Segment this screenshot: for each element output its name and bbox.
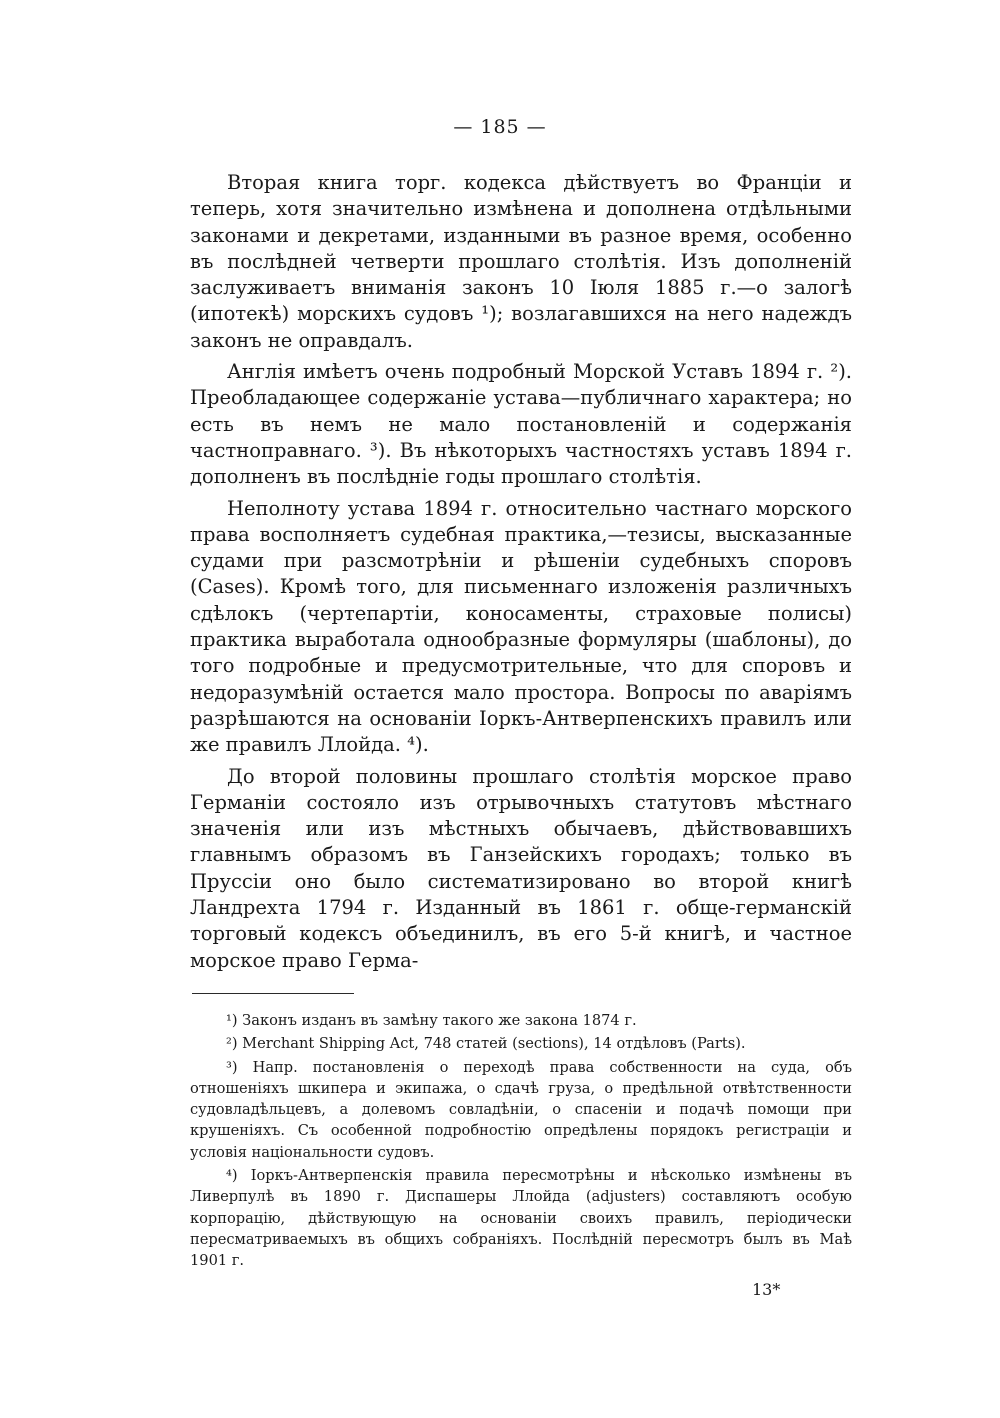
paragraph-case-law: Неполноту устава 1894 г. относительно частнаго морского права восполняетъ судебная практика,—тезисы, высказанные судами при разсмотрѣніи и рѣшеніи судебныхъ споровъ (Cases). Кромѣ того, для письменнаго изложенія различныхъ сдѣлокъ (чертепартіи, коносаменты, страховые полисы) практика выработала однообразные формуляры (шаблоны), до того подробные и предусмотрительные, что для споровъ и недоразумѣній остается мало простора. Вопросы по аваріямъ разрѣшаются на основаніи Іоркъ-Антверпенскихъ правилъ или же правилъ Ллойда. ⁴).: [190, 496, 852, 757]
footnote-divider: [192, 993, 354, 994]
paragraph-england: Англія имѣетъ очень подробный Морской Уставъ 1894 г. ²). Преобладающее содержаніе устава—публичнаго характера; но есть въ немъ не мало постановленій и содержанія частноправнаго. ³). Въ нѣкоторыхъ частностяхъ уставъ 1894 г. дополненъ въ послѣдніе годы прошлаго столѣтія.: [190, 360, 852, 489]
footnote-2: ²) Merchant Shipping Act, 748 статей (sections), 14 отдѣловъ (Parts).: [226, 1035, 746, 1053]
footnote-1: ¹) Законъ изданъ въ замѣну такого же закона 1874 г.: [226, 1012, 637, 1029]
printer-signature-mark: 13*: [752, 1280, 781, 1299]
footnote-3: ³) Напр. постановленія о переходѣ права собственности на суда, объ отношеніяхъ шкипера и экипажа, о сдачѣ груза, о предѣльной отвѣтственности судовладѣльцевъ, а долевомъ совладѣніи, о спасеніи и подачѣ помощи при крушеніяхъ. Съ особенной подробностію опредѣлены порядокъ регистраціи и условія національности судовъ.: [190, 1058, 852, 1161]
paragraph-france: Вторая книга торг. кодекса дѣйствуетъ во Франціи и теперь, хотя значительно измѣнена и дополнена отдѣльными законами и декретами, изданными въ разное время, особенно въ послѣдней четверти прошлаго столѣтія. Изъ дополненій заслуживаетъ вниманія законъ 10 Іюля 1885 г.—о залогѣ (ипотекѣ) морскихъ судовъ ¹); возлагавшихся на него надеждъ законъ не оправдалъ.: [190, 171, 852, 352]
footnotes: [190, 1010, 852, 1274]
paragraph-germany: До второй половины прошлаго столѣтія морское право Германіи состояло изъ отрывочныхъ статутовъ мѣстнаго значенія или изъ мѣстныхъ обычаевъ, дѣйствовавшихъ главнымъ образомъ въ Ганзейскихъ городахъ; только въ Пруссіи оно было систематизировано во второй книгѣ Ландрехта 1794 г. Изданный въ 1861 г. обще-германскій торговый кодексъ объединилъ, въ его 5-й книгѣ, и частное морское право Герма-: [190, 764, 852, 972]
main-text: [190, 170, 852, 979]
page-number: — 185 —: [453, 116, 547, 138]
footnote-4: ⁴) Іоркъ-Антверпенскія правила пересмотрѣны и нѣсколько измѣнены въ Ливерпулѣ въ 1890 г. Диспашеры Ллойда (adjusters) составляютъ особую корпорацію, дѣйствующую на основаніи своихъ правилъ, періодически пересматриваемыхъ въ общихъ собраніяхъ. Послѣдній пересмотръ былъ въ Маѣ 1901 г.: [190, 1167, 852, 1270]
